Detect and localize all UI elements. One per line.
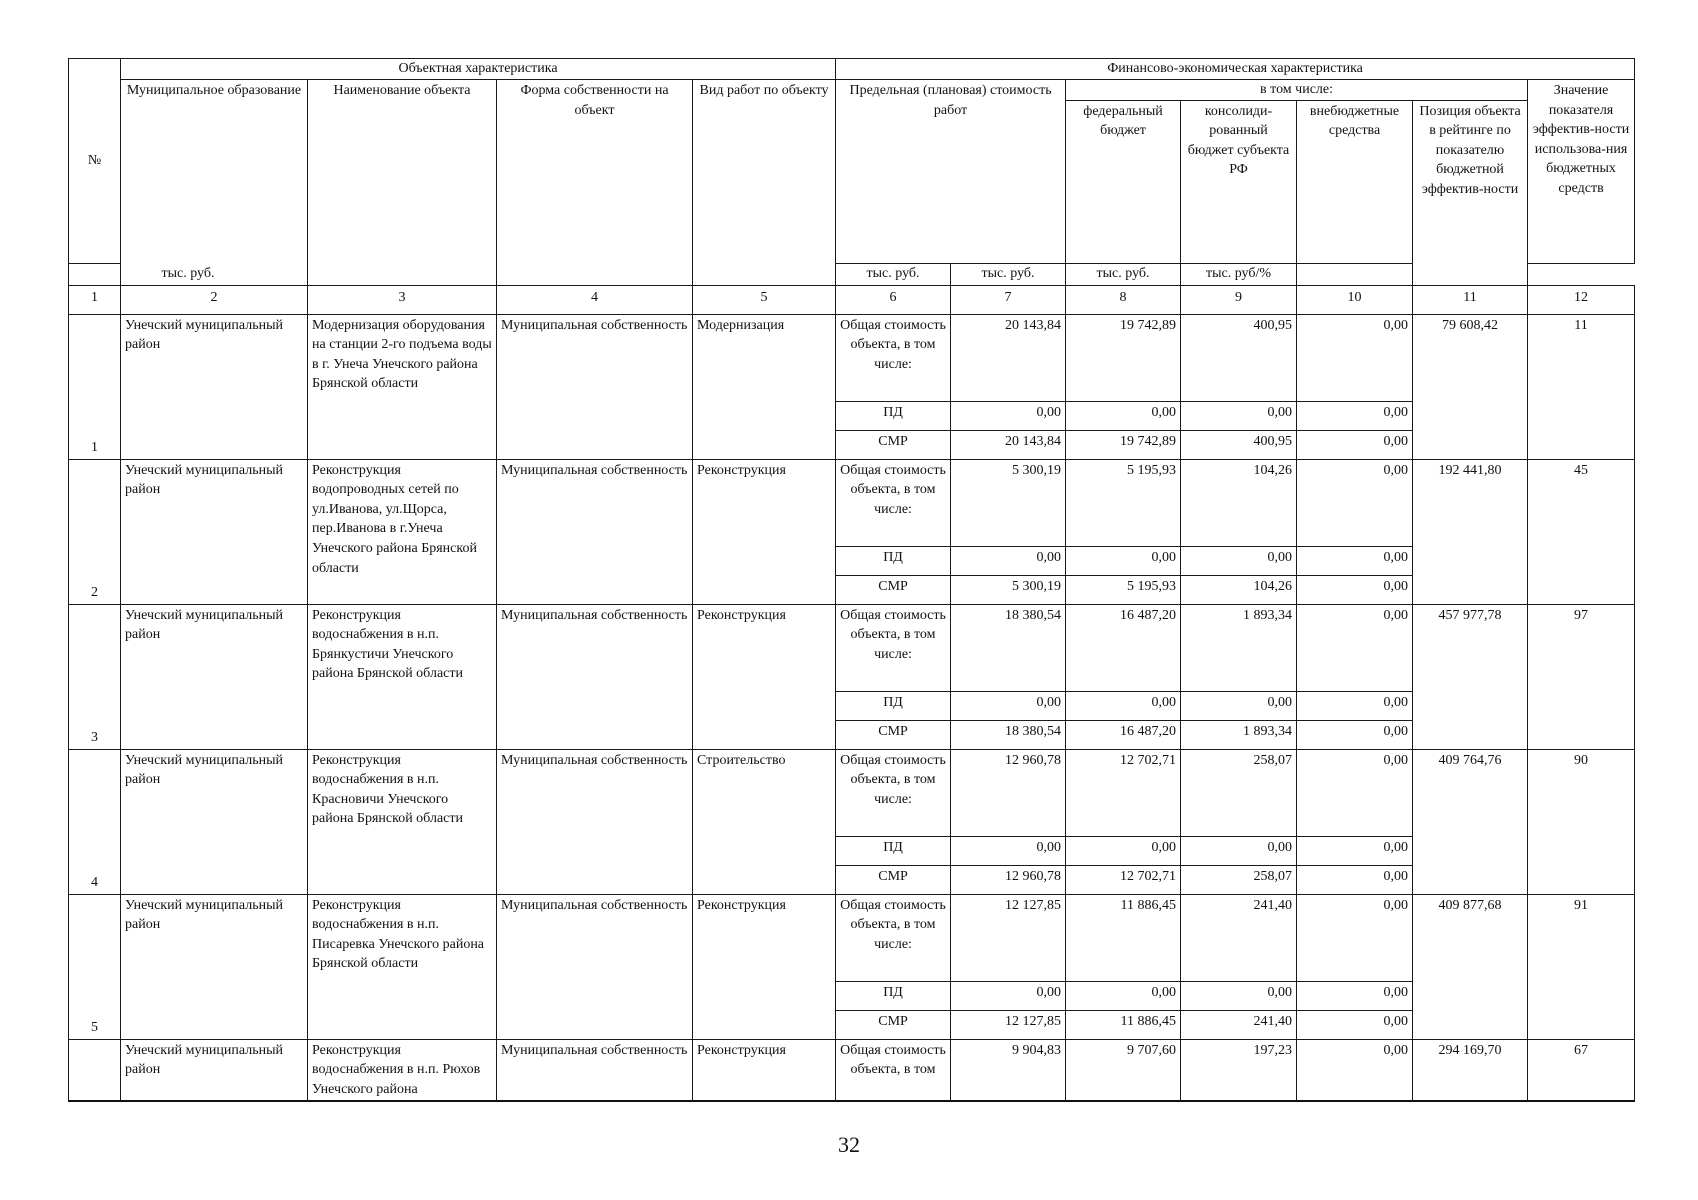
work-type-cell: Реконструкция — [693, 459, 836, 604]
table-row — [69, 894, 1635, 981]
municipality-cell: Унечский муниципальный район — [121, 749, 308, 894]
smr-extrabudget-cell: 0,00 — [1297, 430, 1413, 459]
position-cell: 90 — [1528, 749, 1635, 894]
smr-cost-cell: 20 143,84 — [951, 430, 1066, 459]
pd-consolidated-cell: 0,00 — [1181, 836, 1297, 865]
pd-cost-cell: 0,00 — [951, 836, 1066, 865]
smr-federal-cell: 5 195,93 — [1066, 575, 1181, 604]
smr-label-cell: СМР — [836, 865, 951, 894]
pd-consolidated-cell: 0,00 — [1181, 546, 1297, 575]
total-extrabudget-cell: 0,00 — [1297, 749, 1413, 836]
column-number: 9 — [1181, 285, 1297, 314]
total-federal-cell: 12 702,71 — [1066, 749, 1181, 836]
work-type-cell: Модернизация — [693, 314, 836, 459]
objects-table — [68, 58, 1635, 1102]
position-cell: 91 — [1528, 894, 1635, 1039]
smr-label-cell: СМР — [836, 430, 951, 459]
smr-cost-cell: 12 127,85 — [951, 1010, 1066, 1039]
pd-extrabudget-cell: 0,00 — [1297, 691, 1413, 720]
header-position: Позиция объекта в рейтинге по показателю бюджетной эффектив-ности — [1413, 100, 1528, 285]
ownership-cell: Муниципальная собственность — [497, 314, 693, 459]
total-cost-cell: 12 960,78 — [951, 749, 1066, 836]
total-federal-cell: 11 886,45 — [1066, 894, 1181, 981]
row-number: 1 — [69, 314, 121, 459]
pd-federal-cell: 0,00 — [1066, 691, 1181, 720]
row-number: 4 — [69, 749, 121, 894]
column-numbers-row — [69, 285, 1635, 314]
object-name-cell: Реконструкция водоснабжения в н.п. Брянкустичи Унечского района Брянской области — [308, 604, 497, 749]
pd-extrabudget-cell: 0,00 — [1297, 401, 1413, 430]
unit-indicator: тыс. руб/% — [1181, 263, 1297, 285]
row-number: 3 — [69, 604, 121, 749]
municipality-cell: Унечский муниципальный район — [121, 604, 308, 749]
total-extrabudget-cell: 0,00 — [1297, 314, 1413, 401]
column-number: 1 — [69, 285, 121, 314]
pd-extrabudget-cell: 0,00 — [1297, 836, 1413, 865]
smr-label-cell: СМР — [836, 1010, 951, 1039]
pd-extrabudget-cell: 0,00 — [1297, 981, 1413, 1010]
work-type-cell: Строительство — [693, 749, 836, 894]
smr-consolidated-cell: 258,07 — [1181, 865, 1297, 894]
pd-cost-cell: 0,00 — [951, 546, 1066, 575]
total-extrabudget-cell: 0,00 — [1297, 459, 1413, 546]
indicator-cell: 192 441,80 — [1413, 459, 1528, 604]
column-number: 12 — [1528, 285, 1635, 314]
smr-federal-cell: 16 487,20 — [1066, 720, 1181, 749]
total-cost-cell: 9 904,83 — [951, 1039, 1066, 1101]
table-row — [69, 459, 1635, 546]
column-number: 7 — [951, 285, 1066, 314]
column-number: 5 — [693, 285, 836, 314]
smr-cost-cell: 18 380,54 — [951, 720, 1066, 749]
object-name-cell: Реконструкция водоснабжения в н.п. Рюхов Унечского района — [308, 1039, 497, 1101]
header-work-type: Вид работ по объекту — [693, 80, 836, 286]
indicator-cell: 409 764,76 — [1413, 749, 1528, 894]
total-extrabudget-cell: 0,00 — [1297, 1039, 1413, 1101]
row-number: 2 — [69, 459, 121, 604]
object-name-cell: Реконструкция водоснабжения в н.п. Писаревка Унечского района Брянской области — [308, 894, 497, 1039]
column-number: 10 — [1297, 285, 1413, 314]
header-including: в том числе: — [1066, 80, 1528, 101]
object-name-cell: Реконструкция водоснабжения в н.п. Красновичи Унечского района Брянской области — [308, 749, 497, 894]
smr-extrabudget-cell: 0,00 — [1297, 865, 1413, 894]
position-cell: 97 — [1528, 604, 1635, 749]
row-number — [69, 1039, 121, 1101]
total-consolidated-cell: 241,40 — [1181, 894, 1297, 981]
smr-consolidated-cell: 400,95 — [1181, 430, 1297, 459]
header-finance-group: Финансово-экономическая характеристика — [836, 59, 1635, 80]
total-label-cell: Общая стоимость объекта, в том числе: — [836, 604, 951, 691]
total-cost-cell: 12 127,85 — [951, 894, 1066, 981]
smr-label-cell: СМР — [836, 575, 951, 604]
total-label-cell: Общая стоимость объекта, в том — [836, 1039, 951, 1101]
indicator-cell: 457 977,78 — [1413, 604, 1528, 749]
unit-federal: тыс. руб. — [836, 263, 951, 285]
header-ownership: Форма собственности на объект — [497, 80, 693, 286]
header-cost: Предельная (плановая) стоимость работ — [836, 80, 1066, 264]
position-cell: 45 — [1528, 459, 1635, 604]
table-row — [69, 314, 1635, 401]
ownership-cell: Муниципальная собственность — [497, 749, 693, 894]
pd-cost-cell: 0,00 — [951, 981, 1066, 1010]
pd-federal-cell: 0,00 — [1066, 401, 1181, 430]
header-federal: федеральный бюджет — [1066, 100, 1181, 263]
table-row — [69, 749, 1635, 836]
pd-extrabudget-cell: 0,00 — [1297, 546, 1413, 575]
header-extrabudget: внебюджетные средства — [1297, 100, 1413, 263]
total-federal-cell: 19 742,89 — [1066, 314, 1181, 401]
pd-label-cell: ПД — [836, 546, 951, 575]
smr-federal-cell: 12 702,71 — [1066, 865, 1181, 894]
pd-federal-cell: 0,00 — [1066, 836, 1181, 865]
pd-label-cell: ПД — [836, 401, 951, 430]
total-consolidated-cell: 104,26 — [1181, 459, 1297, 546]
smr-consolidated-cell: 1 893,34 — [1181, 720, 1297, 749]
header-municipality: Муниципальное образование — [121, 80, 308, 286]
header-consolidated: консолиди-рованный бюджет субъекта РФ — [1181, 100, 1297, 263]
work-type-cell: Реконструкция — [693, 894, 836, 1039]
unit-consolidated: тыс. руб. — [951, 263, 1066, 285]
row-number: 5 — [69, 894, 121, 1039]
header-indicator: Значение показателя эффектив-ности использова-ния бюджетных средств — [1528, 80, 1635, 264]
total-label-cell: Общая стоимость объекта, в том числе: — [836, 894, 951, 981]
total-label-cell: Общая стоимость объекта, в том числе: — [836, 749, 951, 836]
total-federal-cell: 16 487,20 — [1066, 604, 1181, 691]
pd-consolidated-cell: 0,00 — [1181, 691, 1297, 720]
column-number: 4 — [497, 285, 693, 314]
ownership-cell: Муниципальная собственность — [497, 894, 693, 1039]
total-consolidated-cell: 197,23 — [1181, 1039, 1297, 1101]
page-number: 32 — [838, 1132, 860, 1157]
table-row — [69, 604, 1635, 691]
indicator-cell: 409 877,68 — [1413, 894, 1528, 1039]
pd-consolidated-cell: 0,00 — [1181, 981, 1297, 1010]
pd-label-cell: ПД — [836, 836, 951, 865]
unit-cost: тыс. руб. — [69, 263, 308, 285]
smr-federal-cell: 11 886,45 — [1066, 1010, 1181, 1039]
municipality-cell: Унечский муниципальный район — [121, 459, 308, 604]
total-label-cell: Общая стоимость объекта, в том числе: — [836, 459, 951, 546]
pd-label-cell: ПД — [836, 981, 951, 1010]
ownership-cell: Муниципальная собственность — [497, 459, 693, 604]
smr-federal-cell: 19 742,89 — [1066, 430, 1181, 459]
smr-consolidated-cell: 241,40 — [1181, 1010, 1297, 1039]
indicator-cell: 79 608,42 — [1413, 314, 1528, 459]
ownership-cell: Муниципальная собственность — [497, 604, 693, 749]
municipality-cell: Унечский муниципальный район — [121, 894, 308, 1039]
table-body — [69, 314, 1635, 1039]
total-label-cell: Общая стоимость объекта, в том числе: — [836, 314, 951, 401]
pd-cost-cell: 0,00 — [951, 691, 1066, 720]
total-federal-cell: 5 195,93 — [1066, 459, 1181, 546]
pd-federal-cell: 0,00 — [1066, 981, 1181, 1010]
total-extrabudget-cell: 0,00 — [1297, 894, 1413, 981]
total-consolidated-cell: 1 893,34 — [1181, 604, 1297, 691]
total-consolidated-cell: 258,07 — [1181, 749, 1297, 836]
smr-consolidated-cell: 104,26 — [1181, 575, 1297, 604]
smr-extrabudget-cell: 0,00 — [1297, 1010, 1413, 1039]
municipality-cell: Унечский муниципальный район — [121, 1039, 308, 1101]
total-cost-cell: 18 380,54 — [951, 604, 1066, 691]
work-type-cell: Реконструкция — [693, 604, 836, 749]
smr-label-cell: СМР — [836, 720, 951, 749]
pd-label-cell: ПД — [836, 691, 951, 720]
total-extrabudget-cell: 0,00 — [1297, 604, 1413, 691]
unit-extrabudget: тыс. руб. — [1066, 263, 1181, 285]
pd-cost-cell: 0,00 — [951, 401, 1066, 430]
total-cost-cell: 5 300,19 — [951, 459, 1066, 546]
object-name-cell: Реконструкция водопроводных сетей по ул.Иванова, ул.Щорса, пер.Иванова в г.Унеча Унечского района Брянской области — [308, 459, 497, 604]
indicator-cell: 294 169,70 — [1413, 1039, 1528, 1101]
smr-cost-cell: 5 300,19 — [951, 575, 1066, 604]
municipality-cell: Унечский муниципальный район — [121, 314, 308, 459]
column-number: 8 — [1066, 285, 1181, 314]
header-no: № — [69, 59, 121, 264]
smr-extrabudget-cell: 0,00 — [1297, 575, 1413, 604]
column-number: 6 — [836, 285, 951, 314]
total-federal-cell: 9 707,60 — [1066, 1039, 1181, 1101]
position-cell: 67 — [1528, 1039, 1635, 1101]
document-sheet — [68, 58, 1634, 1102]
smr-extrabudget-cell: 0,00 — [1297, 720, 1413, 749]
total-cost-cell: 20 143,84 — [951, 314, 1066, 401]
column-number: 2 — [121, 285, 308, 314]
header-object-group: Объектная характеристика — [121, 59, 836, 80]
position-cell: 11 — [1528, 314, 1635, 459]
header-object-name: Наименование объекта — [308, 80, 497, 286]
column-number: 3 — [308, 285, 497, 314]
column-number: 11 — [1413, 285, 1528, 314]
object-name-cell: Модернизация оборудования на станции 2-го подъема воды в г. Унеча Унечского района Брянской области — [308, 314, 497, 459]
pd-consolidated-cell: 0,00 — [1181, 401, 1297, 430]
pd-federal-cell: 0,00 — [1066, 546, 1181, 575]
work-type-cell: Реконструкция — [693, 1039, 836, 1101]
smr-cost-cell: 12 960,78 — [951, 865, 1066, 894]
ownership-cell: Муниципальная собственность — [497, 1039, 693, 1101]
total-consolidated-cell: 400,95 — [1181, 314, 1297, 401]
table-row — [69, 1039, 1635, 1101]
